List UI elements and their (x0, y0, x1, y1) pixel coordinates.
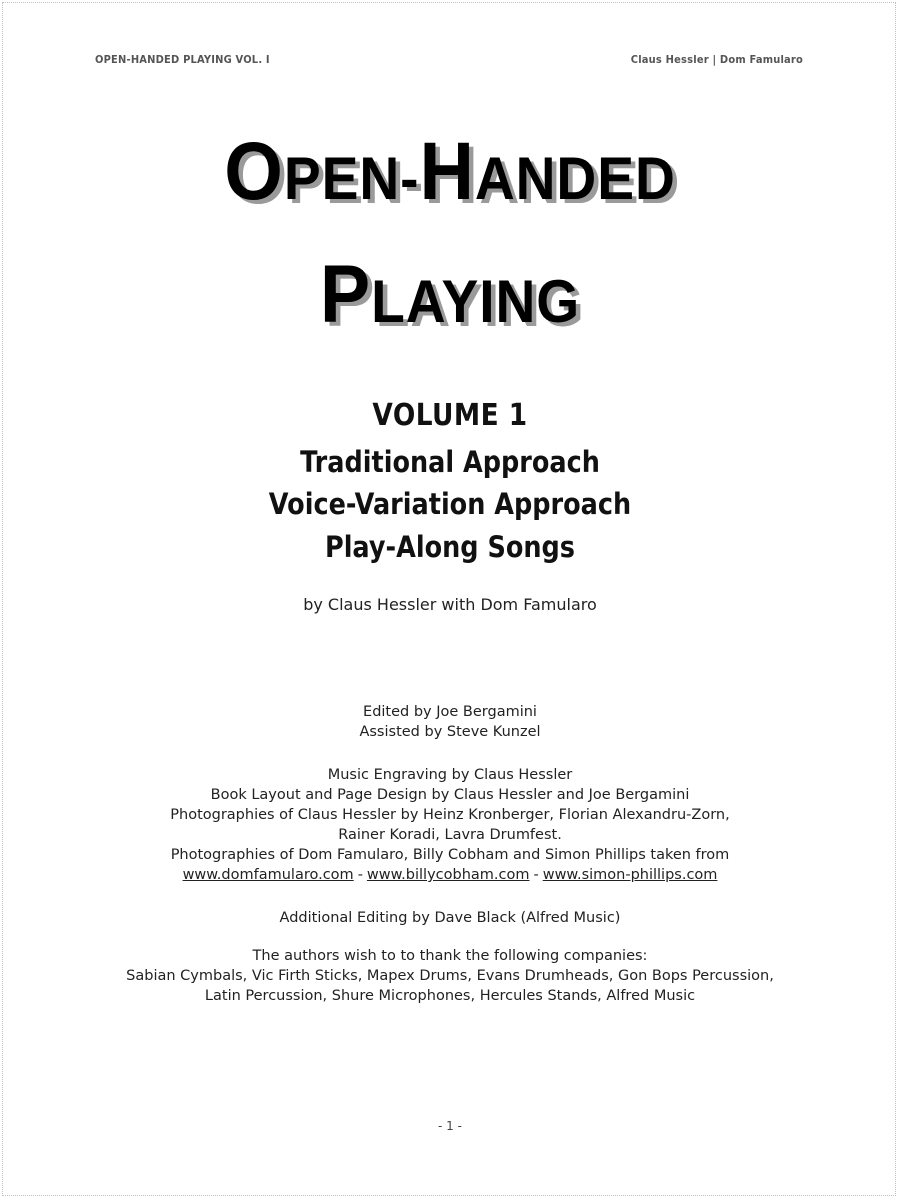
running-header-authors: Claus Hessler | Dom Famularo (630, 53, 803, 66)
credit-line: Book Layout and Page Design by Claus Hessler and Joe Bergamini (210, 787, 690, 803)
volume-subtitle-voice-variation: Voice-Variation Approach (268, 487, 632, 521)
volume-subtitle-play-along: Play-Along Songs (324, 530, 576, 564)
page-number: - 1 - (438, 1119, 462, 1133)
thanks-intro: The authors wish to to thank the following companies: (252, 948, 648, 964)
volume-title: VOLUME 1 (372, 398, 528, 433)
editing-credits (0, 702, 900, 742)
volume-subtitle-traditional: Traditional Approach (300, 445, 600, 479)
credit-line: Photographies of Claus Hessler by Heinz Kronberger, Florian Alexandru-Zorn, (170, 807, 730, 823)
thanks-line: Latin Percussion, Shure Microphones, Hercules Stands, Alfred Music (204, 988, 696, 1004)
additional-editing-credit (0, 908, 900, 928)
credit-line: Additional Editing by Dave Black (Alfred Music) (279, 910, 621, 926)
credit-line: Edited by Joe Bergamini (363, 704, 537, 720)
book-title-line-2: PLAYING (319, 249, 581, 340)
link-separator: - (357, 867, 363, 883)
website-links (0, 865, 900, 885)
thanks-line: Sabian Cymbals, Vic Firth Sticks, Mapex Drums, Evans Drumheads, Gon Bops Percussion, (126, 968, 774, 984)
thanks-section (0, 946, 900, 1006)
credit-line: Music Engraving by Claus Hessler (327, 767, 573, 783)
running-header-title: OPEN-HANDED PLAYING VOL. I (95, 53, 270, 66)
link-simon-phillips[interactable]: www.simon-phillips.com (542, 867, 718, 883)
book-title-line-1: OPEN-HANDED (224, 126, 676, 217)
credit-line: Assisted by Steve Kunzel (359, 724, 541, 740)
credit-line: Photographies of Dom Famularo, Billy Cobham and Simon Phillips taken from (170, 847, 730, 863)
production-credits (0, 765, 900, 885)
link-separator: - (533, 867, 539, 883)
byline: by Claus Hessler with Dom Famularo (303, 595, 597, 614)
link-billycobham[interactable]: www.billycobham.com (366, 867, 530, 883)
credit-line: Rainer Koradi, Lavra Drumfest. (338, 827, 562, 843)
link-domfamularo[interactable]: www.domfamularo.com (182, 867, 354, 883)
